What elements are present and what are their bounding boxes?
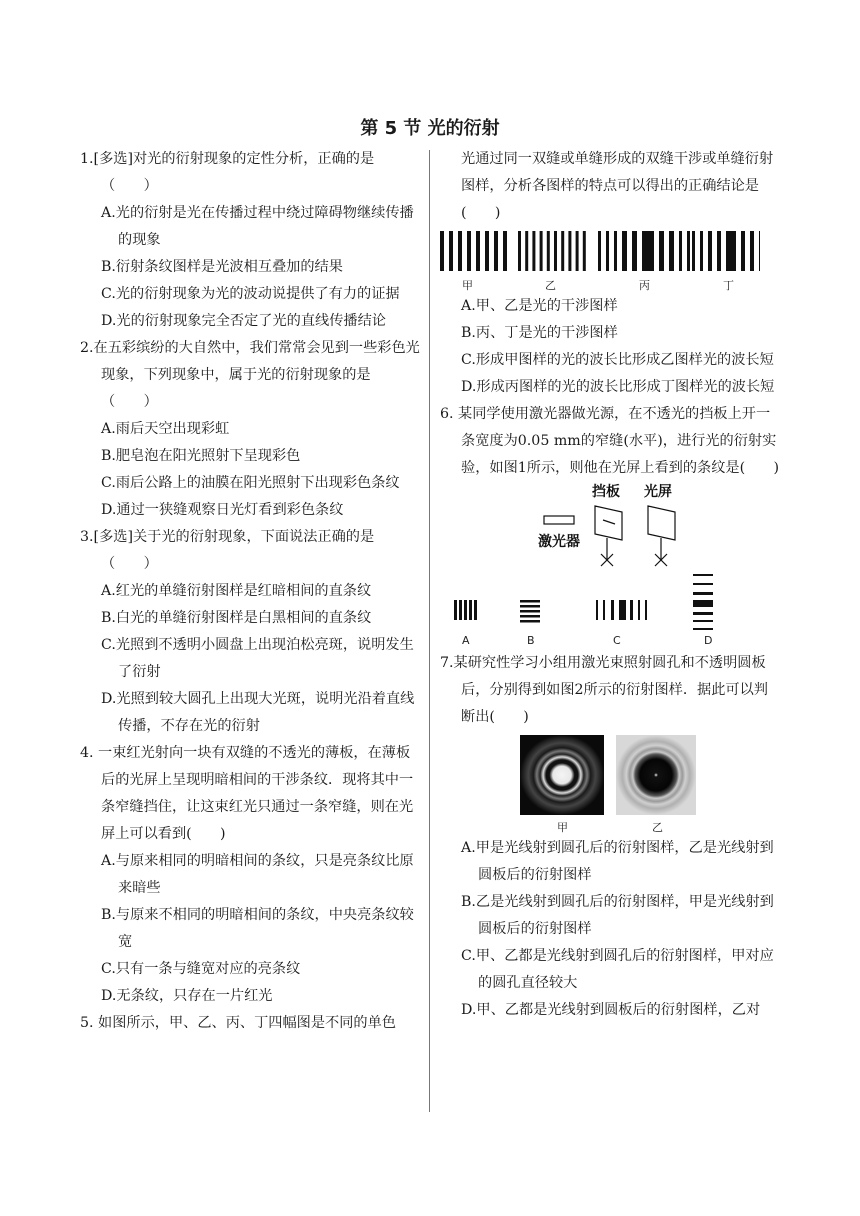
fringe-bar	[494, 231, 498, 271]
circular-diffraction-figure	[440, 731, 780, 835]
question-3-option-b: B.白光的单缝衍射图样是白黑相间的直条纹	[101, 610, 372, 626]
fringe-bar	[568, 231, 571, 271]
question-7-option-c: C.甲、乙都是光线射到圆孔后的衍射图样，甲对应的圆孔直径较大	[461, 948, 774, 991]
question-5-option-d: D.形成丙图样的光的波长比形成丁图样光的波长短	[461, 379, 775, 395]
question-1-option-d: D.光的衍射现象完全否定了光的直线传播结论	[101, 313, 386, 329]
question-5-option-b: B.丙、丁是光的干涉图样	[461, 325, 618, 341]
fig7-label-jia: 甲	[557, 821, 568, 834]
laser-device-icon	[544, 516, 574, 524]
fringe-bar	[741, 231, 745, 271]
fringe-bar	[759, 231, 760, 271]
choice-label-b: B	[527, 634, 535, 647]
question-5-option-c: C.形成甲图样的光的波长比形成乙图样光的波长短	[461, 352, 774, 368]
fringe-bar	[503, 231, 507, 271]
jia-pattern-image	[520, 735, 604, 815]
choice-a-bar	[454, 600, 457, 620]
fringe-bar	[554, 231, 557, 271]
question-4-option-d: D.无条纹，只存在一片红光	[101, 988, 273, 1004]
fringe-bar	[632, 231, 637, 271]
baffle-icon	[595, 506, 622, 566]
question-5-option-a: A.甲、乙是光的干涉图样	[461, 298, 618, 314]
choice-b-bar	[520, 605, 540, 608]
fringe-bar	[679, 231, 682, 271]
question-7-stem: 7.某研究性学习小组用激光束照射圆孔和不透明圆板后，分别得到如图2所示的衍射图样．据此可以判断出( )	[440, 655, 768, 725]
fringe-bar	[449, 231, 453, 271]
question-6-figure	[440, 482, 780, 650]
fringe-bar	[476, 231, 480, 271]
question-1-option-c: C.光的衍射现象为光的波动说提供了有力的证据	[101, 286, 400, 302]
fringe-bar	[540, 231, 543, 271]
question-2-option-c: C.雨后公路上的油膜在阳光照射下出现彩色条纹	[101, 475, 400, 491]
question-2-option-b: B.肥皂泡在阳光照射下呈现彩色	[101, 448, 301, 464]
question-5-figure	[440, 227, 780, 293]
choice-a-bar	[464, 600, 467, 620]
fringe-bar	[642, 231, 654, 271]
question-3	[80, 524, 420, 740]
choice-c-bar	[645, 600, 647, 620]
fringe-patterns-figure	[440, 227, 760, 293]
fig5-label-bing: 丙	[639, 279, 650, 292]
question-2-option-d: D.通过一狭缝观察日光灯看到彩色条纹	[101, 502, 344, 518]
fringe-bar	[561, 231, 564, 271]
fringe-bar	[525, 231, 528, 271]
fringe-bar	[669, 231, 674, 271]
choice-c-bar	[596, 600, 598, 620]
fig5-label-ding: 丁	[723, 279, 734, 292]
choice-a-bar	[469, 600, 472, 620]
fringe-bar	[532, 231, 535, 271]
choice-b-bar	[520, 620, 540, 623]
question-2-option-a: A.雨后天空出现彩虹	[101, 421, 230, 437]
fringe-bar	[614, 231, 617, 271]
question-5-stem-start: 5. 如图所示，甲、乙、丙、丁四幅图是不同的单色	[80, 1015, 396, 1031]
fig5-label-yi: 乙	[545, 279, 556, 292]
baffle-label: 挡板	[592, 484, 620, 500]
choice-c-bar	[638, 600, 640, 620]
question-3-option-d: D.光照到较大圆孔上出现大光斑，说明光沿着直线传播，不存在光的衍射	[101, 691, 415, 734]
question-4-option-a: A.与原来相同的明暗相间的条纹，只是亮条纹比原来暗些	[101, 853, 414, 896]
laser-label: 激光器	[538, 534, 580, 550]
question-3-option-c: C.光照到不透明小圆盘上出现泊松亮斑，说明发生了衍射	[101, 637, 414, 680]
choice-d-bar	[693, 620, 713, 622]
choice-c-bar	[630, 600, 633, 620]
question-1	[80, 146, 420, 335]
choice-label-d: D	[704, 634, 713, 647]
fringe-bar	[458, 231, 462, 271]
fringe-bar	[598, 231, 601, 271]
question-1-option-b: B.衍射条纹图样是光波相互叠加的结果	[101, 259, 343, 275]
question-4-stem: 4. 一束红光射向一块有双缝的不透光的薄板，在薄板后的光屏上呈现明暗相间的干涉条纹．现将其中一条窄缝挡住，让这束红光只通过一条窄缝，则在光屏上可以看到( )	[80, 745, 414, 842]
choice-d-bar	[693, 600, 713, 607]
choice-a-bar	[459, 600, 462, 620]
choice-c-bar	[603, 600, 605, 620]
question-5-start	[80, 1010, 420, 1037]
question-3-stem: 3.[多选]关于光的衍射现象，下面说法正确的是（ ）	[80, 529, 375, 572]
question-1-stem: 1.[多选]对光的衍射现象的定性分析，正确的是（ ）	[80, 151, 375, 194]
choice-c-bar	[611, 600, 614, 620]
choice-d-bar	[693, 628, 713, 630]
fringe-bar	[467, 231, 471, 271]
fringe-bar	[606, 231, 609, 271]
fringe-bar	[726, 231, 736, 271]
question-6-stem: 6. 某同学使用激光器做光源，在不透光的挡板上开一条宽度为0.05 mm的窄缝(水平)，进行光的衍射实验，如图1所示，则他在光屏上看到的条纹是( )	[440, 406, 780, 476]
fringe-bar	[485, 231, 489, 271]
question-7-option-a: A.甲是光线射到圆孔后的衍射图样，乙是光线射到圆板后的衍射图样	[461, 840, 774, 883]
choice-label-c: C	[613, 634, 621, 647]
fringe-bar	[659, 231, 664, 271]
question-4	[80, 740, 420, 1010]
question-7	[440, 650, 780, 1024]
fringe-bar	[518, 231, 521, 271]
question-2-stem: 2.在五彩缤纷的大自然中，我们常常会见到一些彩色光现象，下列现象中，属于光的衍射现象的是（ ）	[80, 340, 420, 410]
question-1-option-a: A.光的衍射是光在传播过程中绕过障碍物继续传播的现象	[101, 205, 414, 248]
question-6	[440, 401, 780, 650]
choice-label-a: A	[462, 634, 470, 647]
fig7-label-yi: 乙	[652, 821, 663, 834]
laser-diffraction-setup-figure	[440, 482, 780, 650]
fringe-bar	[440, 231, 444, 271]
choice-d-bar	[693, 592, 713, 595]
question-3-option-a: A.红光的单缝衍射图样是红暗相间的直条纹	[101, 583, 372, 599]
question-4-option-b: B.与原来不相同的明暗相间的条纹，中央亮条纹较宽	[101, 907, 414, 950]
question-7-figure	[440, 731, 780, 835]
fringe-bar	[687, 231, 690, 271]
fringe-bar	[692, 231, 695, 271]
question-7-option-d: D.甲、乙都是光线射到圆板后的衍射图样，乙对	[461, 1002, 761, 1018]
fringe-bar	[583, 231, 586, 271]
choice-b-bar	[520, 615, 540, 618]
choice-d-bar	[693, 583, 713, 585]
column-divider	[429, 150, 430, 1112]
fringe-bar	[717, 231, 721, 271]
fringe-bar	[750, 231, 754, 271]
question-4-option-c: C.只有一条与缝宽对应的亮条纹	[101, 961, 301, 977]
fig5-label-jia: 甲	[462, 279, 473, 292]
choice-c-bar	[619, 600, 626, 620]
screen-label: 光屏	[644, 484, 672, 500]
left-column	[80, 146, 420, 1037]
choice-b-bar	[520, 610, 540, 613]
choice-d-bar	[693, 574, 713, 576]
choice-d-bar	[693, 612, 713, 615]
question-2	[80, 335, 420, 524]
fringe-bar	[700, 231, 703, 271]
right-column	[440, 146, 780, 1024]
page-title: 第 5 节 光的衍射	[360, 118, 500, 139]
screen-icon	[648, 506, 675, 566]
question-5-stem-continued: 光通过同一双缝或单缝形成的双缝干涉或单缝衍射图样，分析各图样的特点可以得出的正确结论是( )	[461, 151, 774, 221]
fringe-bar	[708, 231, 712, 271]
question-7-option-b: B.乙是光线射到圆孔后的衍射图样，甲是光线射到圆板后的衍射图样	[461, 894, 774, 937]
fringe-bar	[576, 231, 579, 271]
choice-a-bar	[474, 600, 477, 620]
yi-pattern-image	[616, 735, 696, 815]
choice-b-bar	[520, 600, 540, 603]
fringe-bar	[622, 231, 627, 271]
fringe-bar	[547, 231, 550, 271]
